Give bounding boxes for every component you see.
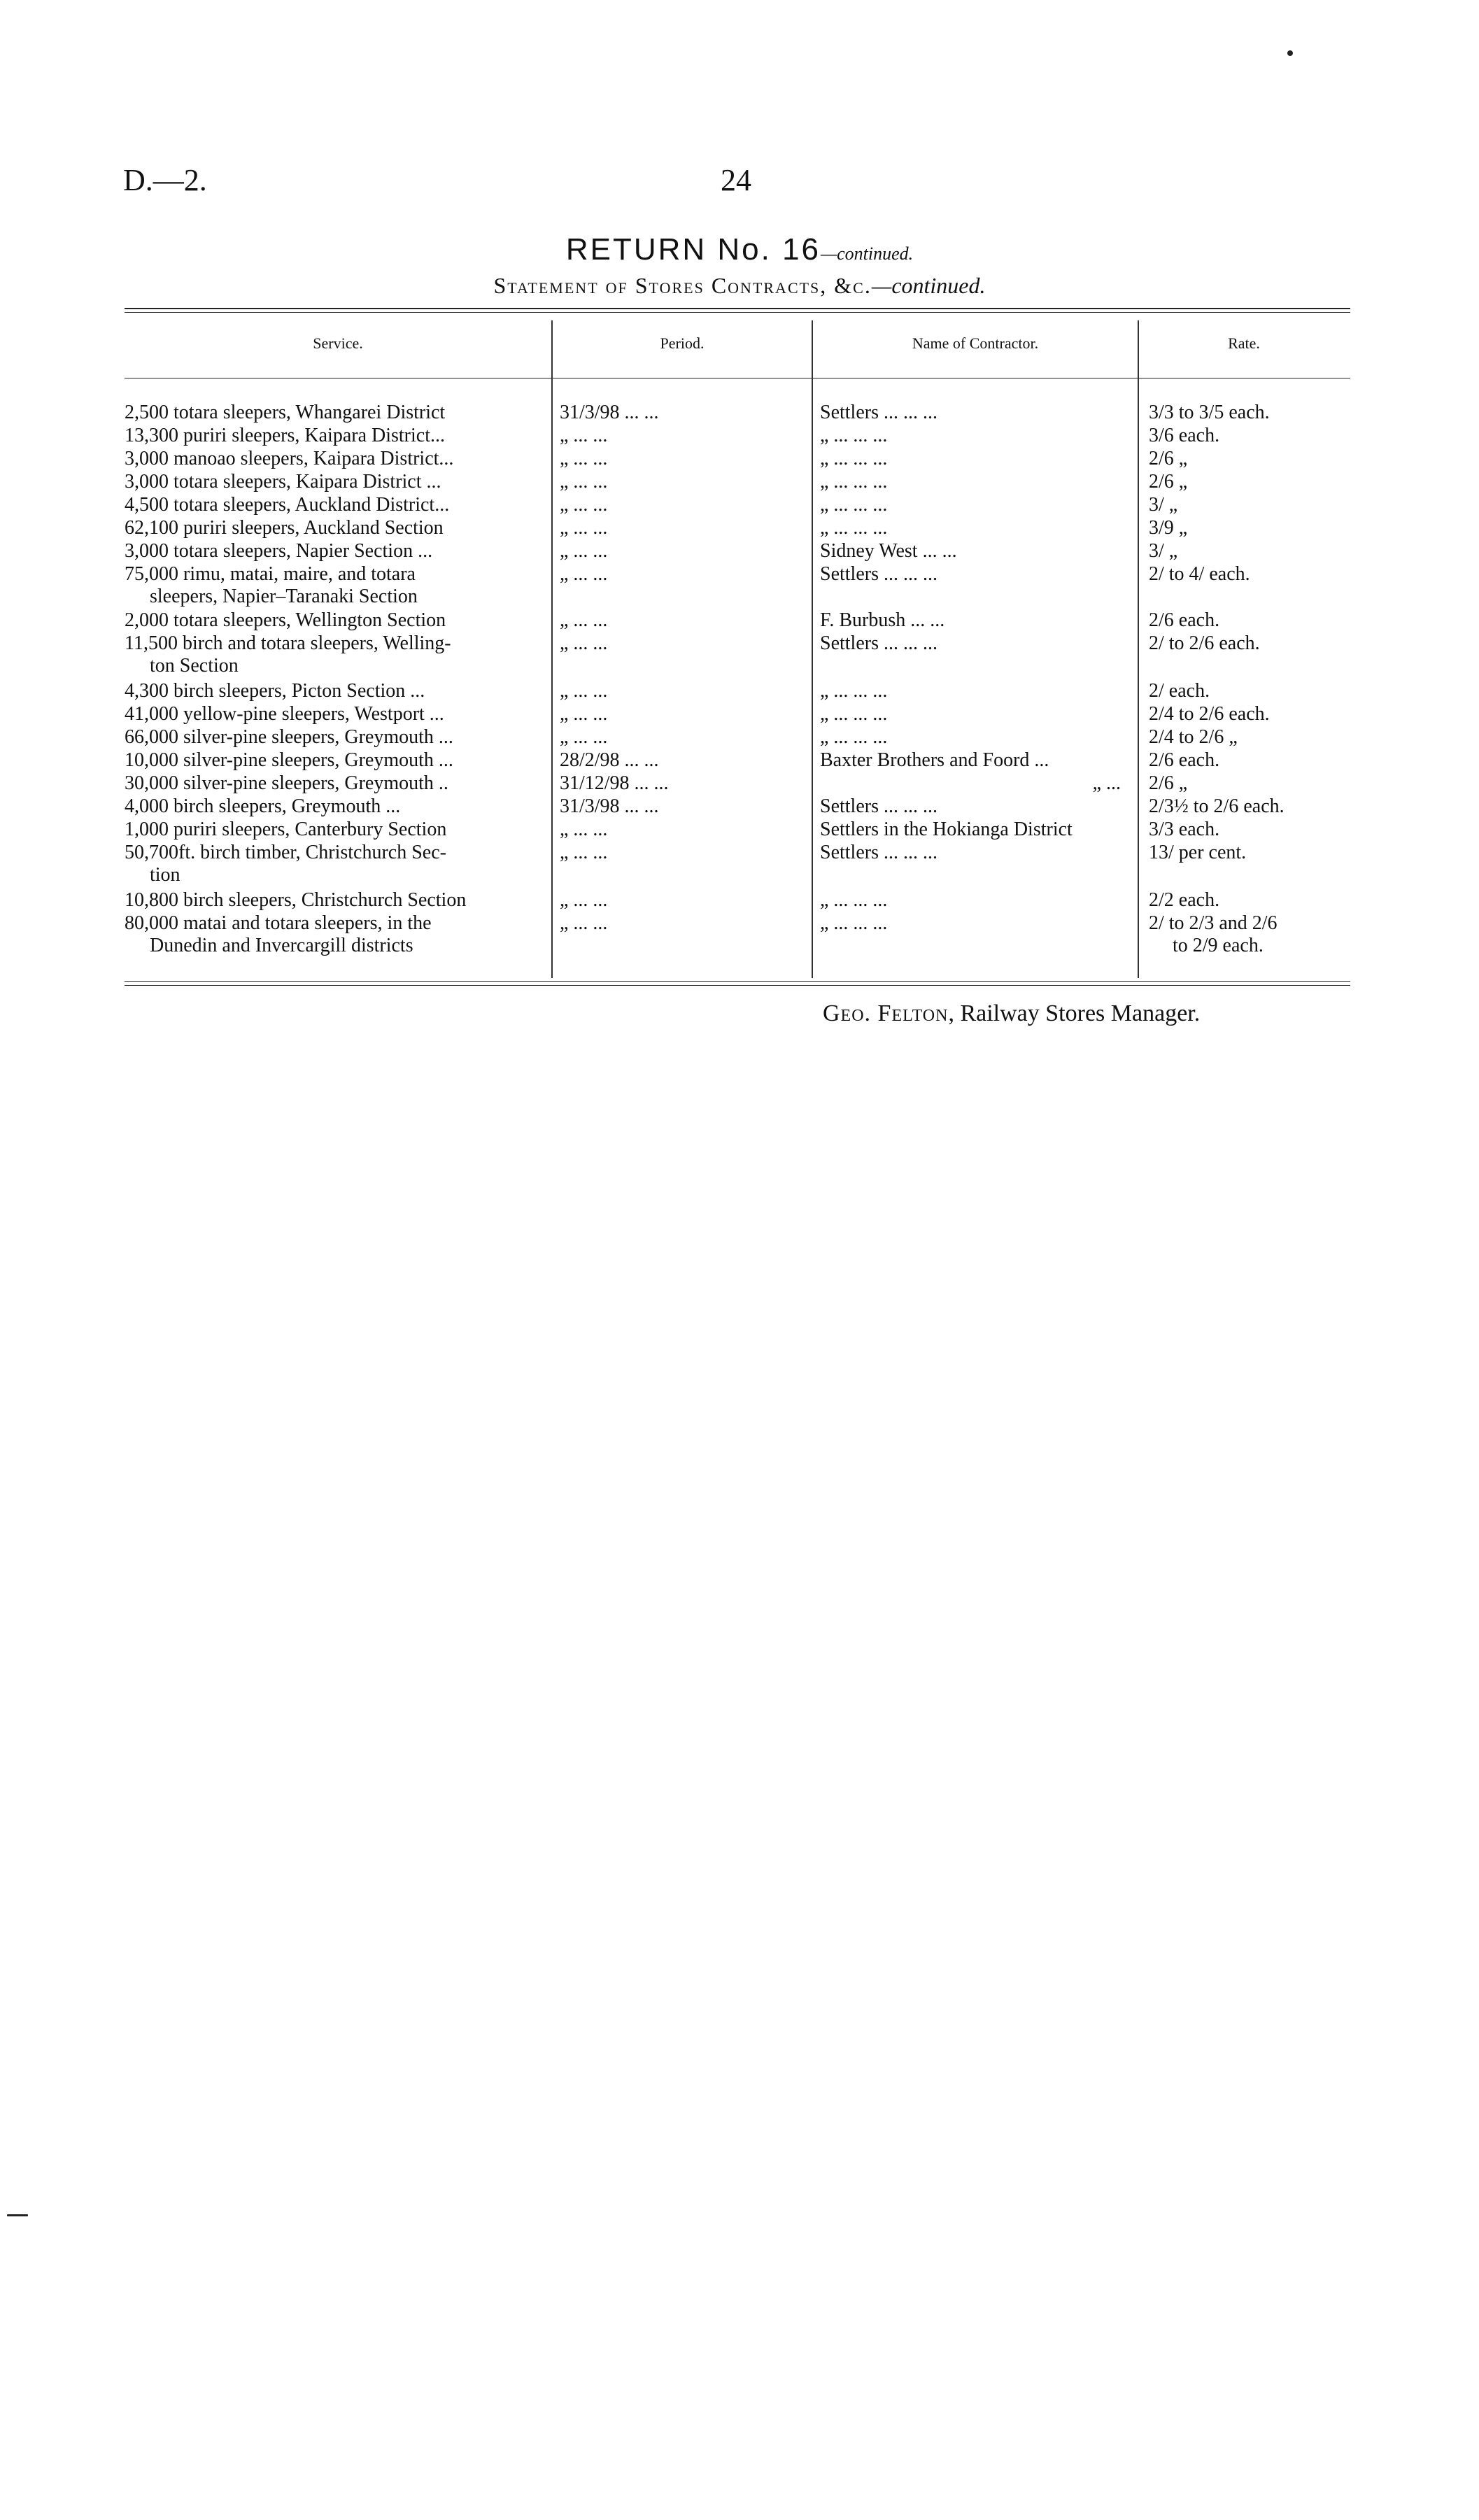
rate-cell: 2/2 each. <box>1149 889 1220 911</box>
service-line: 50,700ft. birch timber, Christchurch Sec- <box>125 842 446 863</box>
service-cell: 4,500 totara sleepers, Auckland District... <box>125 494 450 516</box>
contractor-cell: „ ... ... ... <box>820 889 888 911</box>
signature-title: , Railway Stores Manager. <box>948 1000 1201 1026</box>
return-title <box>0 232 1479 267</box>
period-cell: „ ... ... <box>560 448 608 469</box>
column-divider-3 <box>1138 320 1139 978</box>
column-divider-1 <box>551 320 553 978</box>
service-line: 11,500 birch and totara sleepers, Welling- <box>125 632 451 654</box>
contractor-cell: Sidney West ... ... <box>820 540 957 562</box>
service-cell: 1,000 puriri sleepers, Canterbury Section <box>125 819 447 840</box>
contractor-cell: F. Burbush ... ... <box>820 609 945 631</box>
period-cell: „ ... ... <box>560 517 608 539</box>
rate-cell: 13/ per cent. <box>1149 842 1247 863</box>
rate-cell: 3/3 to 3/5 each. <box>1149 402 1270 423</box>
contractor-cell: Baxter Brothers and Foord ... <box>820 749 1049 771</box>
service-line-continued: ton Section <box>150 655 239 677</box>
bottom-rule <box>125 981 1350 982</box>
rate-cell: 3/6 each. <box>1149 425 1220 446</box>
rate-cell: 3/9 „ <box>1149 517 1188 539</box>
service-line-continued: tion <box>150 864 181 886</box>
contractor-cell: „ ... ... ... <box>820 448 888 469</box>
rate-cell: 2/3½ to 2/6 each. <box>1149 795 1285 817</box>
period-cell: „ ... ... <box>560 842 608 863</box>
rate-cell: 3/3 each. <box>1149 819 1220 840</box>
period-cell: 28/2/98 ... ... <box>560 749 659 771</box>
rate-cell: 2/6 „ <box>1149 772 1188 794</box>
column-header-rate: Rate. <box>1228 334 1260 352</box>
period-cell: 31/3/98 ... ... <box>560 402 659 423</box>
period-cell: „ ... ... <box>560 680 608 702</box>
period-cell: 31/3/98 ... ... <box>560 795 659 817</box>
print-speck <box>1287 50 1293 56</box>
period-cell: „ ... ... <box>560 819 608 840</box>
service-cell: 3,000 manoao sleepers, Kaipara District... <box>125 448 454 469</box>
service-cell: 13,300 puriri sleepers, Kaipara District... <box>125 425 445 446</box>
contractor-cell: Settlers ... ... ... <box>820 632 937 654</box>
service-cell: 10,800 birch sleepers, Christchurch Section <box>125 889 467 911</box>
service-cell: 41,000 yellow-pine sleepers, Westport ... <box>125 703 444 725</box>
contractor-cell: Settlers in the Hokianga District <box>820 819 1073 840</box>
rate-cell: 3/ „ <box>1149 540 1178 562</box>
statement-title <box>0 273 1479 299</box>
contractor-cell: „ ... <box>1092 772 1121 794</box>
column-header-service: Service. <box>313 334 363 352</box>
service-cell <box>125 842 543 886</box>
contractor-cell: „ ... ... ... <box>820 680 888 702</box>
contractor-cell: Settlers ... ... ... <box>820 402 937 423</box>
service-cell: 3,000 totara sleepers, Napier Section ... <box>125 540 433 562</box>
service-cell: 66,000 silver-pine sleepers, Greymouth ... <box>125 726 453 748</box>
return-title-suffix: —continued. <box>821 243 914 264</box>
period-cell: „ ... ... <box>560 703 608 725</box>
period-cell: „ ... ... <box>560 563 608 585</box>
rate-cell: 3/ „ <box>1149 494 1178 516</box>
service-cell: 4,000 birch sleepers, Greymouth ... <box>125 795 401 817</box>
contractor-cell: „ ... ... ... <box>820 425 888 446</box>
period-cell: „ ... ... <box>560 425 608 446</box>
rate-cell: 2/4 to 2/6 each. <box>1149 703 1270 725</box>
service-line-continued: sleepers, Napier–Taranaki Section <box>150 586 418 607</box>
service-cell: 2,500 totara sleepers, Whangarei District <box>125 402 446 423</box>
period-cell: „ ... ... <box>560 912 608 934</box>
contractor-cell: „ ... ... ... <box>820 494 888 516</box>
column-divider-2 <box>812 320 813 978</box>
service-cell: 2,000 totara sleepers, Wellington Section <box>125 609 446 631</box>
service-cell <box>125 632 543 677</box>
rate-cell: 2/6 „ <box>1149 448 1188 469</box>
service-cell <box>125 912 543 957</box>
period-cell: „ ... ... <box>560 726 608 748</box>
service-cell <box>125 563 543 608</box>
statement-title-main: Statement of Stores Contracts, &c. <box>493 273 872 298</box>
contractor-cell: „ ... ... ... <box>820 471 888 493</box>
rate-cell: 2/6 „ <box>1149 471 1188 493</box>
statement-title-suffix: —continued. <box>871 273 986 298</box>
rate-line-continued: to 2/9 each. <box>1173 935 1264 956</box>
top-rule-2 <box>125 312 1350 313</box>
rate-cell <box>1149 912 1352 957</box>
contractor-cell: „ ... ... ... <box>820 703 888 725</box>
period-cell: 31/12/98 ... ... <box>560 772 669 794</box>
contractor-cell: Settlers ... ... ... <box>820 842 937 863</box>
rate-cell: 2/ each. <box>1149 680 1210 702</box>
column-header-period: Period. <box>660 334 705 352</box>
service-line: 75,000 rimu, matai, maire, and totara <box>125 563 416 585</box>
page-number: 24 <box>721 163 751 197</box>
service-cell: 62,100 puriri sleepers, Auckland Section <box>125 517 444 539</box>
rate-cell: 2/ to 2/6 each. <box>1149 632 1260 654</box>
service-cell: 30,000 silver-pine sleepers, Greymouth .. <box>125 772 448 794</box>
document-id: D.—2. <box>123 163 207 197</box>
service-cell: 3,000 totara sleepers, Kaipara District ... <box>125 471 441 493</box>
period-cell: „ ... ... <box>560 889 608 911</box>
period-cell: „ ... ... <box>560 609 608 631</box>
period-cell: „ ... ... <box>560 494 608 516</box>
period-cell: „ ... ... <box>560 471 608 493</box>
signature-name: Geo. Felton <box>823 1000 949 1026</box>
contractor-cell: Settlers ... ... ... <box>820 795 937 817</box>
return-title-main: RETURN No. 16 <box>565 232 821 267</box>
contractor-cell: „ ... ... ... <box>820 517 888 539</box>
signature <box>823 1000 1200 1027</box>
bottom-rule-2 <box>125 985 1350 986</box>
service-cell: 10,000 silver-pine sleepers, Greymouth ... <box>125 749 453 771</box>
rate-cell: 2/4 to 2/6 „ <box>1149 726 1238 748</box>
print-mark <box>7 2214 28 2216</box>
service-cell: 4,300 birch sleepers, Picton Section ... <box>125 680 425 702</box>
rate-line: 2/ to 2/3 and 2/6 <box>1149 912 1278 934</box>
rate-cell: 2/ to 4/ each. <box>1149 563 1250 585</box>
contractor-cell: „ ... ... ... <box>820 912 888 934</box>
service-line-continued: Dunedin and Invercargill districts <box>150 935 413 956</box>
period-cell: „ ... ... <box>560 632 608 654</box>
top-rule-1 <box>125 308 1350 309</box>
column-header-contractor: Name of Contractor. <box>912 334 1039 352</box>
rate-cell: 2/6 each. <box>1149 609 1220 631</box>
service-line: 80,000 matai and totara sleepers, in the <box>125 912 432 934</box>
contractor-cell: Settlers ... ... ... <box>820 563 937 585</box>
contractor-cell: „ ... ... ... <box>820 726 888 748</box>
rate-cell: 2/6 each. <box>1149 749 1220 771</box>
period-cell: „ ... ... <box>560 540 608 562</box>
